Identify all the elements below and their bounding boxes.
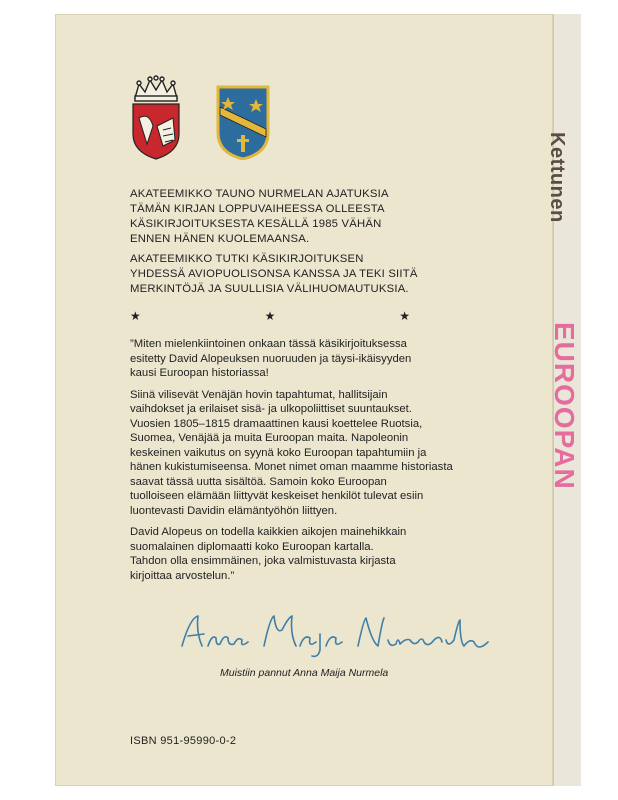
spine-title: EUROOPAN [549,322,580,490]
quote-block [130,337,510,590]
crowned-red-shield-icon [129,74,183,160]
quote-paragraph-3: David Alopeus on todella kaikkien aikojen mainehikkain suomalainen diplomaatti koko Euroopan kartalla. Tahdon olla ensimmäinen, joka valmistuvasta kirjasta kirjoittaa arvostelun.” [130,526,407,582]
quote-paragraph-1: ”Miten mielenkiintoinen onkaan tässä käsikirjoituksessa esitetty David Alopeuksen nuoruuden ja täysi-ikäisyyden kausi Euroopan historiassa! [130,338,412,379]
intro-paragraph-2: AKATEEMIKKO TUTKI KÄSIKIRJOITUKSEN YHDESSÄ AVIOPUOLISONSA KANSSA JA TEKI SIITÄ MERKINTÖJÄ JA SUULLISIA VÄLIHUOMAUTUKSIA. [130,253,418,295]
star-icon: ★ [264,309,276,323]
blue-gold-shield-icon [216,85,270,160]
signature-caption: Muistiin pannut Anna Maija Nurmela [220,667,389,679]
star-icon: ★ [399,309,410,323]
intro-paragraph-1: AKATEEMIKKO TAUNO NURMELAN AJATUKSIA TÄMÄN KIRJAN LOPPUVAIHEESSA OLLEESTA KÄSIKIRJOITUKSESTA KESÄLLÄ 1985 VÄHÄN ENNEN HÄNEN KUOLEMAANSA. [130,188,389,245]
isbn: ISBN 951-95990-0-2 [130,735,237,747]
star-divider [130,309,410,323]
spine-author: Kettunen [546,132,568,223]
quote-paragraph-2: Siinä vilisevät Venäjän hovin tapahtumat, hallitsijain vaihdokset ja erilaiset sisä- ja ulkopoliittiset suuntaukset. Vuosien 1805–1815 dramaattinen kausi koettelee Ruotsia, Suomea, Venäjää ja muita Euroopan maita. Napoleonin keskeinen vaikutus on syynä koko Euroopan tapahtumiin ja hänen kukistumiseensa. Monet nimet oman maamme historiasta saavat tässä uutta sisältöä. Samoin koko Euroopan tuolloiseen elämään liittyvät keskeiset henkilöt tulevat esiin luontevasti Davidin elämäntyöhön liittyen. [130,388,453,517]
handwritten-signature [178,612,498,660]
star-icon: ★ [130,309,141,323]
